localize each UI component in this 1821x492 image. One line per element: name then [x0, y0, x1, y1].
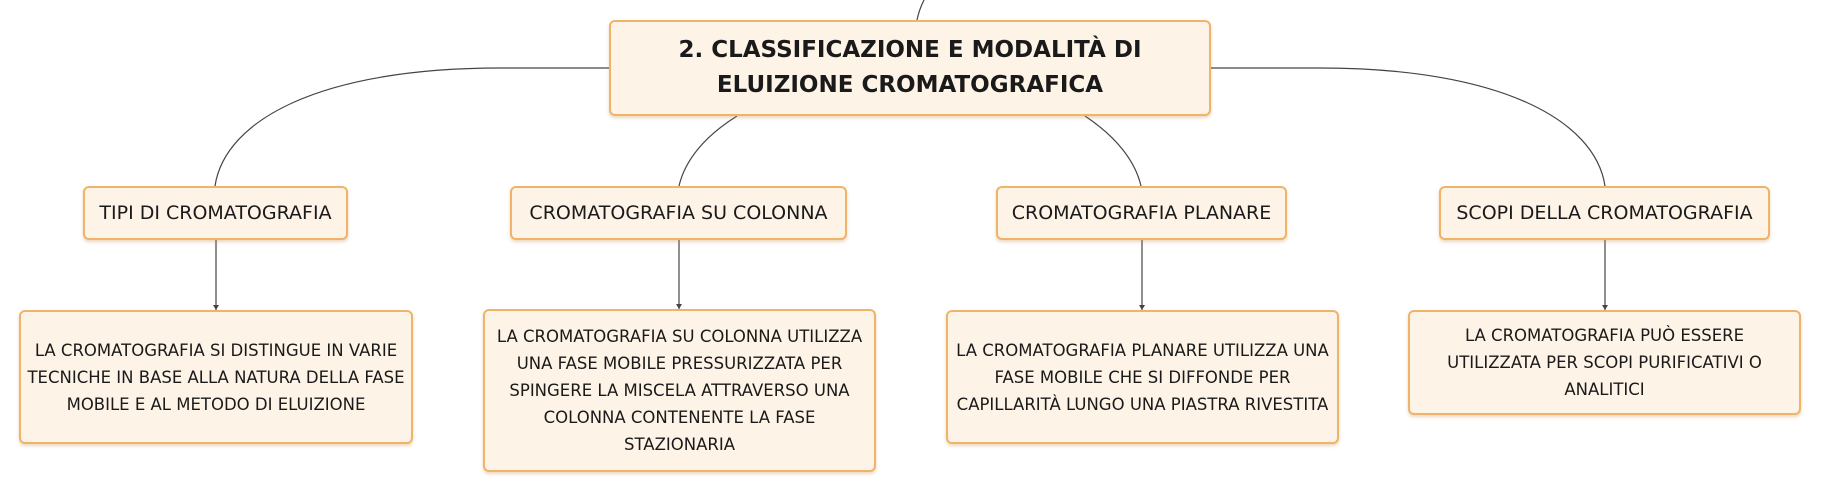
connector-parent-to-root — [917, 0, 924, 20]
root-node[interactable] — [609, 20, 1211, 116]
detail-tipi-di-cromatografia[interactable] — [19, 310, 413, 444]
connector-root-to-tipi — [215, 68, 609, 186]
detail-text: LA CROMATOGRAFIA PLANARE UTILIZZA UNA FASE MOBILE CHE SI DIFFONDE PER CAPILLARITÀ LUNGO UNA PIASTRA RIVESTITA — [956, 340, 1329, 414]
node-tipi-di-cromatografia[interactable] — [83, 186, 348, 240]
detail-text: LA CROMATOGRAFIA PUÒ ESSERE UTILIZZATA PER SCOPI PURIFICATIVI O ANALITICI — [1447, 326, 1762, 399]
connector-root-to-planare — [1085, 116, 1141, 186]
detail-text: LA CROMATOGRAFIA SU COLONNA UTILIZZA UNA FASE MOBILE PRESSURIZZATA PER SPINGERE LA MISCELA ATTRAVERSO UNA COLONNA CONTENENTE LA FASE STAZIONARIA — [496, 327, 863, 454]
detail-cromatografia-su-colonna[interactable] — [483, 309, 876, 472]
node-scopi-della-cromatografia[interactable] — [1439, 186, 1770, 240]
node-cromatografia-su-colonna[interactable] — [510, 186, 847, 240]
connector-root-to-colonna — [679, 116, 737, 186]
detail-scopi-della-cromatografia[interactable] — [1408, 310, 1801, 415]
node-cromatografia-planare[interactable] — [996, 186, 1287, 240]
connector-root-to-scopi — [1211, 68, 1605, 186]
node-label: SCOPI DELLA CROMATOGRAFIA — [1456, 202, 1753, 224]
root-node-text: 2. CLASSIFICAZIONE E MODALITÀ DI ELUIZIONE CROMATOGRAFICA — [678, 37, 1142, 98]
node-label: TIPI DI CROMATOGRAFIA — [99, 202, 332, 224]
detail-text: LA CROMATOGRAFIA SI DISTINGUE IN VARIE TECNICHE IN BASE ALLA NATURA DELLA FASE MOBILE E AL METODO DI ELUIZIONE — [27, 340, 405, 414]
node-label: CROMATOGRAFIA SU COLONNA — [529, 202, 828, 224]
node-label: CROMATOGRAFIA PLANARE — [1011, 202, 1272, 224]
detail-cromatografia-planare[interactable] — [946, 310, 1339, 444]
